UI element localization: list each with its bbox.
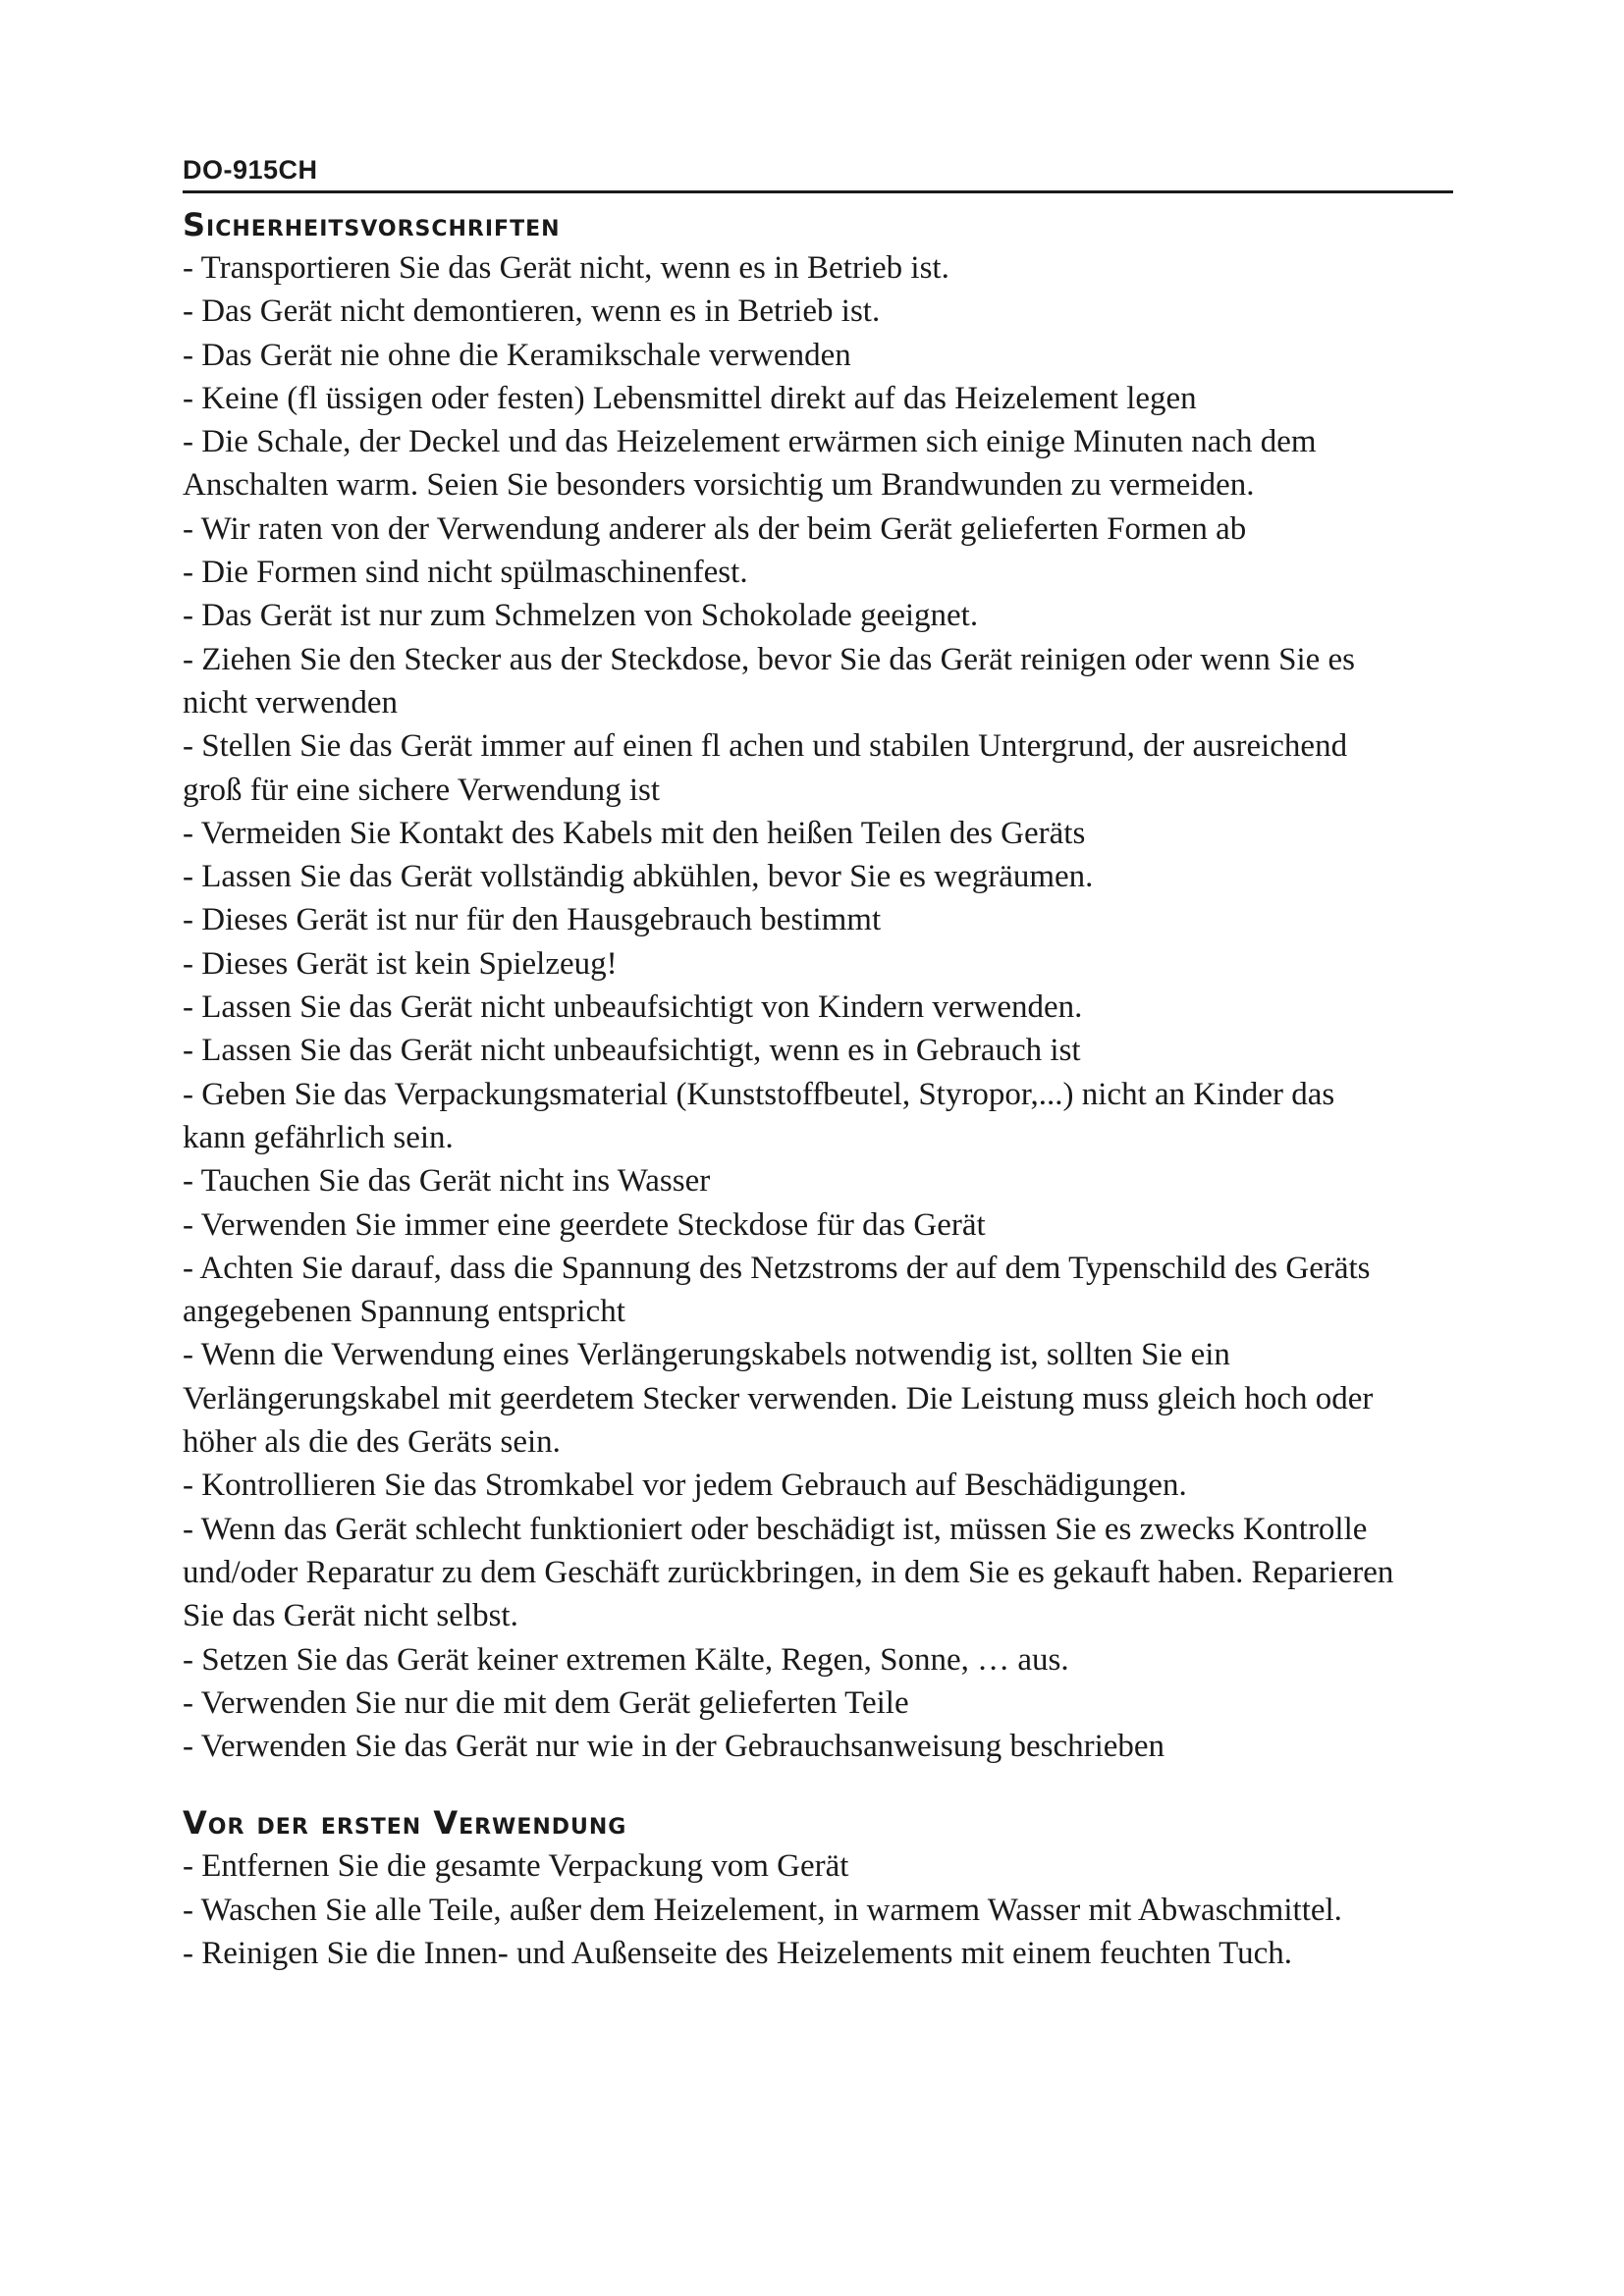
first-use-section: [183, 1803, 1453, 1975]
document-page: [183, 155, 1453, 1975]
list-item: - Waschen Sie alle Teile, außer dem Heizelement, in warmem Wasser mit Abwaschmittel.: [183, 1892, 1342, 1928]
section-title-safety: Sicherheitsvorschriften: [183, 206, 561, 243]
list-item: - Stellen Sie das Gerät immer auf einen fl achen und stabilen Untergrund, der ausreichend groß für eine sichere Verwendung ist: [183, 728, 1348, 808]
list-item: - Das Gerät nie ohne die Keramikschale verwenden: [183, 337, 851, 373]
section-title-first-use: Vor der ersten Verwendung: [183, 1804, 627, 1842]
list-item: - Wenn das Gerät schlecht funktioniert oder beschädigt ist, müssen Sie es zwecks Kontrolle und/oder Reparatur zu dem Geschäft zurückbringen, in dem Sie es gekauft haben. Reparieren Sie das Gerät nicht selbst.: [183, 1511, 1394, 1634]
list-item: - Setzen Sie das Gerät keiner extremen Kälte, Regen, Sonne, … aus.: [183, 1641, 1069, 1678]
safety-section: [183, 205, 1453, 1768]
list-item: - Das Gerät nicht demontieren, wenn es in Betrieb ist.: [183, 294, 881, 330]
list-item: - Dieses Gerät ist nur für den Hausgebrauch bestimmt: [183, 902, 882, 938]
list-item: - Verwenden Sie nur die mit dem Gerät gelieferten Teile: [183, 1684, 909, 1721]
model-number-header: DO-915CH: [183, 155, 1453, 193]
list-item: - Kontrollieren Sie das Stromkabel vor jedem Gebrauch auf Beschädigungen.: [183, 1468, 1187, 1504]
list-item: - Lassen Sie das Gerät vollständig abkühlen, bevor Sie es wegräumen.: [183, 859, 1094, 895]
list-item: - Transportieren Sie das Gerät nicht, wenn es in Betrieb ist.: [183, 250, 949, 286]
list-item: - Wenn die Verwendung eines Verlängerungskabels notwendig ist, sollten Sie ein Verlängerungskabel mit geerdetem Stecker verwenden. Die Leistung muss gleich hoch oder höher als die des Geräts sein.: [183, 1337, 1374, 1461]
list-item: - Ziehen Sie den Stecker aus der Steckdose, bevor Sie das Gerät reinigen oder wenn Sie es nicht verwenden: [183, 641, 1356, 721]
list-item: - Die Formen sind nicht spülmaschinenfest.: [183, 555, 748, 591]
list-item: - Verwenden Sie immer eine geerdete Steckdose für das Gerät: [183, 1206, 986, 1243]
list-item: - Tauchen Sie das Gerät nicht ins Wasser: [183, 1163, 711, 1200]
list-item: - Lassen Sie das Gerät nicht unbeaufsichtigt, wenn es in Gebrauch ist: [183, 1033, 1081, 1069]
list-item: - Wir raten von der Verwendung anderer als der beim Gerät gelieferten Formen ab: [183, 510, 1247, 547]
list-item: - Entfernen Sie die gesamte Verpackung vom Gerät: [183, 1848, 849, 1885]
list-item: - Dieses Gerät ist kein Spielzeug!: [183, 945, 618, 982]
list-item: - Keine (fl üssigen oder festen) Lebensmittel direkt auf das Heizelement legen: [183, 380, 1197, 416]
list-item: - Geben Sie das Verpackungsmaterial (Kunststoffbeutel, Styropor,...) nicht an Kinder das kann gefährlich sein.: [183, 1076, 1335, 1155]
list-item: - Lassen Sie das Gerät nicht unbeaufsichtigt von Kindern verwenden.: [183, 989, 1083, 1026]
list-item: - Verwenden Sie das Gerät nur wie in der Gebrauchsanweisung beschrieben: [183, 1729, 1165, 1765]
list-item: - Achten Sie darauf, dass die Spannung des Netzstroms der auf dem Typenschild des Geräts angegebenen Spannung entspricht: [183, 1250, 1371, 1330]
list-item: - Das Gerät ist nur zum Schmelzen von Schokolade geeignet.: [183, 598, 979, 634]
list-item: - Vermeiden Sie Kontakt des Kabels mit den heißen Teilen des Geräts: [183, 815, 1086, 851]
list-item: - Reinigen Sie die Innen- und Außenseite des Heizelements mit einem feuchten Tuch.: [183, 1935, 1292, 1971]
list-item: - Die Schale, der Deckel und das Heizelement erwärmen sich einige Minuten nach dem Anschalten warm. Seien Sie besonders vorsichtig um Brandwunden zu vermeiden.: [183, 424, 1317, 504]
